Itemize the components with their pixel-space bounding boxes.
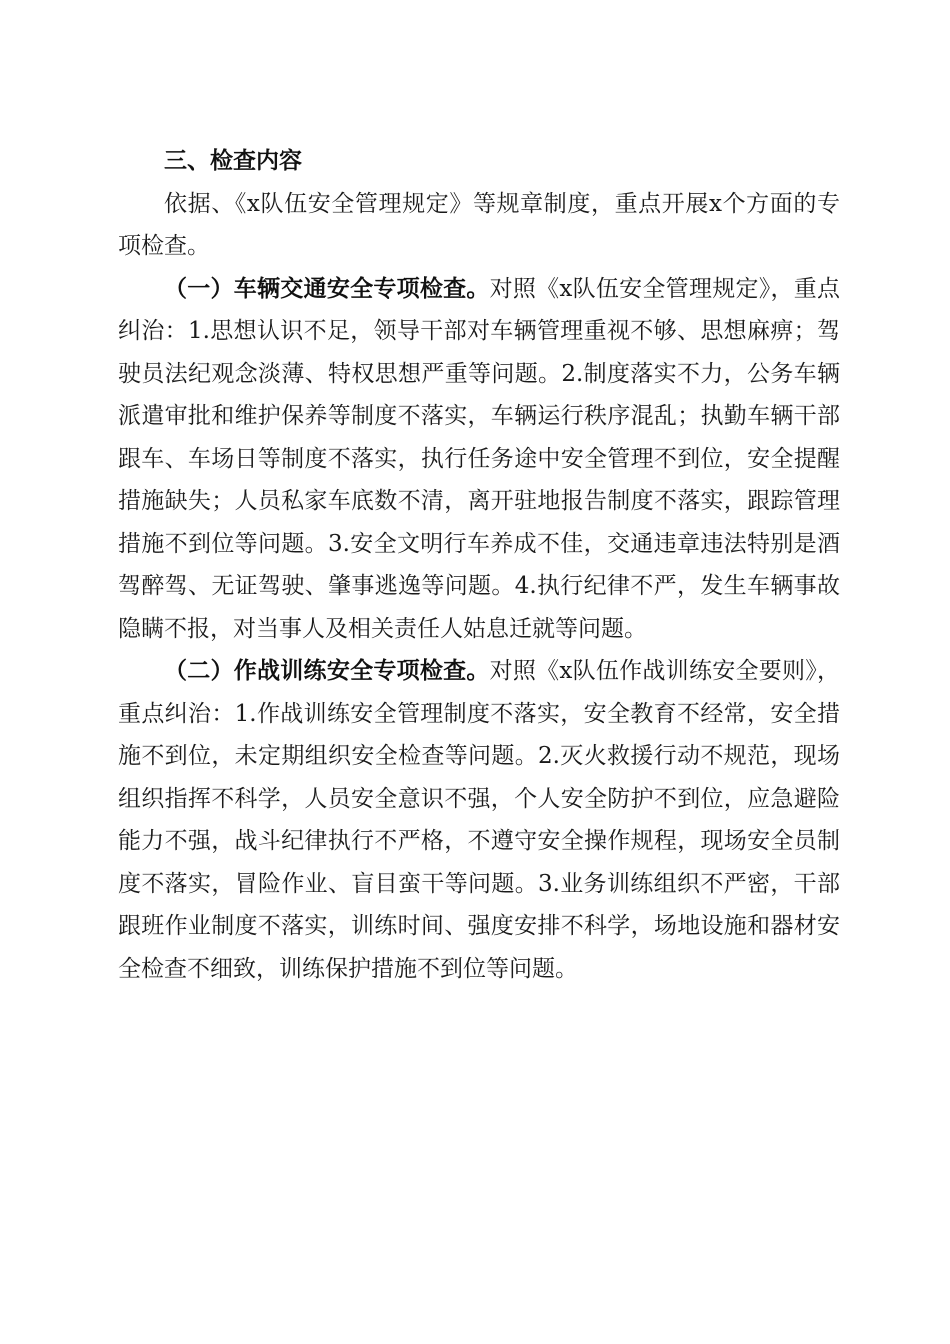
section-intro-paragraph: 依据、《x队伍安全管理规定》等规章制度，重点开展x个方面的专项检查。 bbox=[118, 190, 840, 259]
training-safety-body: 对照《x队伍作战训练安全要则》，重点纠治：1.作战训练安全管理制度不落实，安全教育不经常，安全措施不到位，未定期组织安全检查等问题。2.灭火救援行动不规范，现场组织指挥不科学，人员安全意识不强，个人安全防护不到位，应急避险能力不强，战斗纪律执行不严格，不遵守安全操作规程，现场安全员制度不落实，冒险作业、盲目蛮干等问题。3.业务训练组织不严密，干部跟班作业制度不落实，训练时间、强度安排不科学，场地设施和器材安全检查不细致，训练保护措施不到位等问题。 bbox=[118, 658, 840, 982]
vehicle-safety-title: （一）车辆交通安全专项检查。 bbox=[164, 275, 490, 302]
vehicle-safety-paragraph bbox=[118, 268, 840, 651]
section-heading: 三、检查内容 bbox=[164, 148, 302, 174]
training-safety-paragraph bbox=[118, 650, 840, 990]
vehicle-safety-body: 对照《x队伍安全管理规定》，重点纠治：1.思想认识不足，领导干部对车辆管理重视不够、思想麻痹；驾驶员法纪观念淡薄、特权思想严重等问题。2.制度落实不力，公务车辆派遣审批和维护保养等制度不落实，车辆运行秩序混乱；执勤车辆干部跟车、车场日等制度不落实，执行任务途中安全管理不到位，安全提醒措施缺失；人员私家车底数不清，离开驻地报告制度不落实，跟踪管理措施不到位等问题。3.安全文明行车养成不佳，交通违章违法特别是酒驾醉驾、无证驾驶、肇事逃逸等问题。4.执行纪律不严，发生车辆事故隐瞒不报，对当事人及相关责任人姑息迁就等问题。 bbox=[118, 275, 840, 642]
document-body bbox=[118, 140, 840, 990]
training-safety-title: （二）作战训练安全专项检查。 bbox=[164, 658, 490, 684]
